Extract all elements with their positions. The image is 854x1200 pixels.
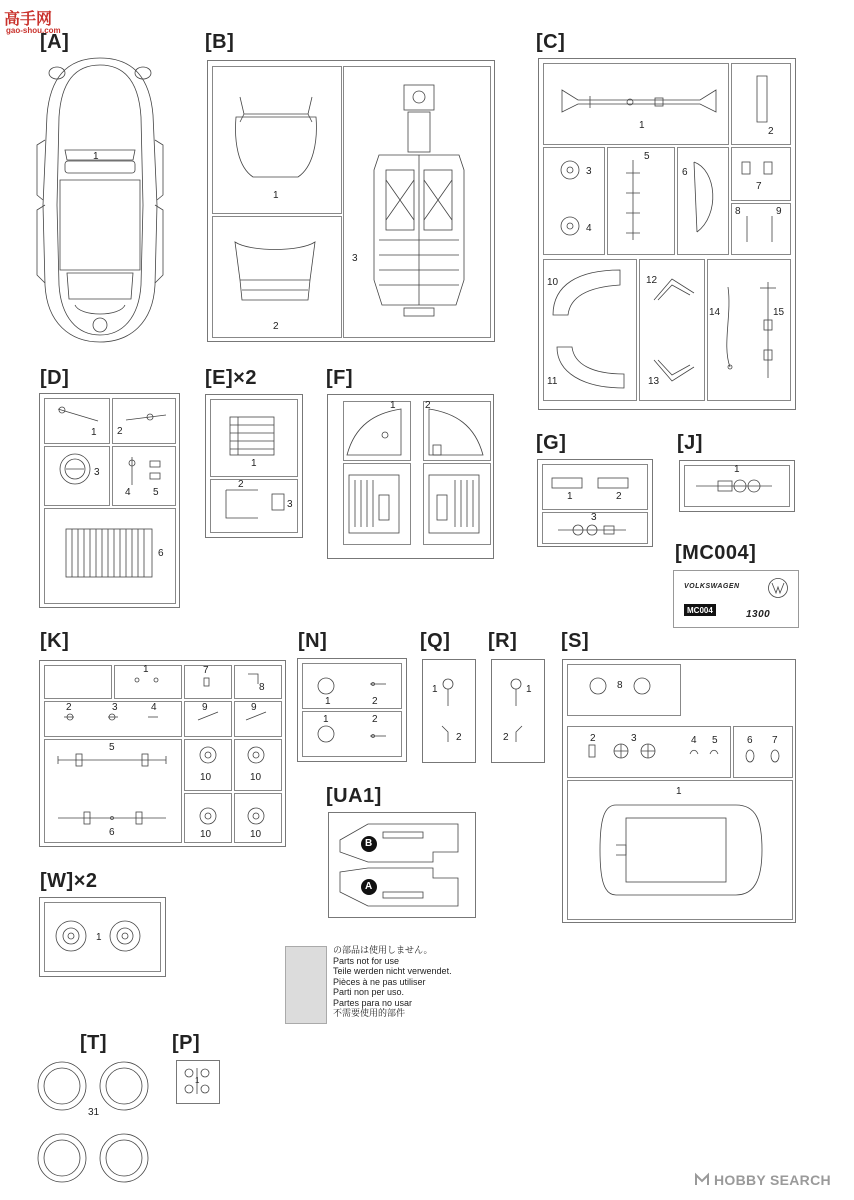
front-bumper-part [56,752,168,768]
legend-line: Teile werden nicht verwendet. [333,966,452,976]
marker-a-label: A [365,881,373,892]
part-number: 1 [676,786,682,797]
part-number: 4 [586,223,592,234]
pin-pair-part [742,214,778,244]
headlight-ring-lower-part [316,724,336,744]
part-number: 2 [372,714,378,725]
vw-emblem-icon [767,577,789,599]
front-apron-part [230,240,320,315]
part-number: 6 [158,548,164,559]
part-number: 1 [91,427,97,438]
wiper-arm-part [56,405,101,425]
mirror-arm-part [196,710,271,722]
seat-frame-part [222,488,262,523]
dashboard-part [556,520,628,540]
section-label-f: [F] [326,367,354,389]
fan-housing-part [58,452,92,486]
part-number: 1 [96,932,102,943]
part-number: 15 [773,307,785,318]
chassis-floor-pan-part [364,80,474,320]
hobby-search-logo-icon [694,1173,710,1187]
brake-drum-part [555,158,585,238]
rear-bumper-part [56,810,168,826]
hubcap-lower-pair-part [198,806,268,826]
part-number: 9 [776,206,782,217]
section-label-mc004: [MC004] [675,542,757,564]
legend-line: Pièces à ne pas utiliser [333,976,426,987]
part-number: 3 [112,702,118,713]
part-number: 13 [648,376,660,387]
front-axle-beam-part [560,88,720,118]
seat-cushion-part [228,413,278,458]
section-label-d: [D] [40,367,70,389]
section-label-p: [P] [172,1032,201,1054]
part-number: 4 [151,702,157,713]
small-bracket-part [740,160,776,178]
part-number: 5 [712,735,718,746]
part-number: 3 [586,166,592,177]
part-number: 4 [691,735,697,746]
side-mirror-part [438,676,458,746]
section-label-t: [T] [80,1032,108,1054]
marker-b-label: B [365,838,373,849]
section-label-a: [A] [40,31,70,53]
part-number: 2 [456,732,462,743]
part-number: 9 [202,702,208,713]
part-number: 2 [66,702,72,713]
part-number: 2 [273,321,279,332]
part-number: 1 [323,714,329,725]
part-number: 1 [734,464,740,475]
part-number: 11 [547,376,558,387]
section-label-e: [E]×2 [205,367,257,389]
part-number: 6 [747,735,753,746]
part-number: 5 [644,151,650,162]
section-label-r: [R] [488,630,518,652]
oval-lens-pair-part [744,748,784,764]
part-number: 8 [617,680,623,691]
hubcap-upper-pair-part [198,745,268,765]
part-number: 2 [616,491,622,502]
bracket-arm-upper-part [652,275,697,305]
tie-rod-part [752,74,772,124]
part-number: 7 [772,735,778,746]
tire-set-part [36,1058,152,1188]
part-number: 5 [109,742,115,753]
body-shell-top-view [35,55,165,345]
seat-back-part [270,492,286,512]
part-number: 6 [682,167,688,178]
right-door-panel-part [425,405,485,540]
part-number: 5 [153,487,159,498]
legend-notes [333,945,452,1019]
part-number: 2 [503,732,509,743]
legend-line: の部品は使用しません。 [333,945,433,955]
engine-grille-part [64,525,154,580]
legend-swatch [285,946,327,1024]
section-label-b: [B] [205,31,235,53]
decal-model: 1300 [746,609,771,620]
part-number: 3 [591,512,597,523]
under-panel-part [338,822,463,910]
part-number: 2 [372,696,378,707]
decal-sheet [673,570,799,628]
small-lens-part [688,748,723,756]
handle-row-part [60,712,160,722]
watermark-brand: HOBBY SEARCH [714,1172,831,1188]
part-number: 10 [250,772,262,783]
part-number: 1 [251,458,257,469]
part-number: 3 [94,467,100,478]
runner-cell [44,665,112,699]
watermark-logo-text: 高手网 [4,11,53,28]
part-number: 1 [273,190,279,201]
part-number: 1 [567,491,573,502]
part-number: 10 [547,277,559,288]
part-number: 2 [425,400,431,411]
steering-column-part [756,280,781,380]
part-number: 1 [432,684,438,695]
wiper-blade-part [124,410,169,425]
runner-frame-n [297,658,407,762]
part-number: 1 [325,696,331,707]
section-label-c: [C] [536,31,566,53]
fender-lower-part [552,342,630,392]
part-number: 1 [93,151,99,162]
section-label-s: [S] [561,630,590,652]
part-number: 2 [117,426,123,437]
part-number: 7 [203,665,209,676]
legend-line: Partes para no usar [333,997,413,1008]
part-number: 7 [756,181,762,192]
part-number: 8 [735,206,741,217]
part-number: 2 [238,479,244,490]
clear-dashboard-part [694,475,774,497]
part-number: 1 [390,400,396,411]
part-number: 10 [200,772,212,783]
part-number: 4 [125,487,131,498]
side-mirror-part [506,676,526,746]
spark-pin-part [124,455,164,490]
part-number: 3 [287,499,293,510]
part-number: 12 [646,275,658,286]
shock-rod-part [718,285,743,370]
legend-line: Parti non per uso. [333,987,405,997]
part-number: 1 [526,684,532,695]
section-label-n: [N] [298,630,328,652]
part-number: 31 [88,1107,100,1118]
fender-upper-part [548,265,626,320]
part-number: 1 [639,120,645,131]
part-number: 10 [250,829,262,840]
section-label-g: [G] [536,432,567,454]
steering-linkage-part [618,158,648,243]
clear-lens-group-part [586,742,661,760]
part-number: 2 [590,733,596,744]
legend-line: Parts not for use [333,955,400,966]
part-number: 9 [251,702,257,713]
headlight-ring-upper-part [316,676,336,696]
section-label-k: [K] [40,630,70,652]
window-glass-part [596,800,766,900]
part-number: 1 [143,664,149,675]
part-number: 8 [259,682,265,693]
part-number: 1 [195,1076,200,1085]
mudguard-part [692,160,722,235]
watermark-url: gao-shou.com [6,26,61,35]
small-dots-part [132,675,162,685]
section-label-w: [W]×2 [40,870,98,892]
part-number: 14 [709,307,721,318]
section-label-ua1: [UA1] [326,785,382,807]
rear-panel-part [228,92,323,182]
section-label-j: [J] [677,432,703,454]
section-label-q: [Q] [420,630,451,652]
part-number: 3 [352,253,358,264]
decal-code: MC004 [687,606,713,615]
decal-brand-script: VOLKSWAGEN [684,583,740,590]
left-door-panel-part [345,405,405,540]
bulb-lower-part [368,732,388,740]
part-number: 10 [200,829,212,840]
window-strip-part [550,476,630,490]
part-number: 3 [631,733,637,744]
part-number: 6 [109,827,115,838]
legend-line: 不需要使用的部件 [333,1008,406,1018]
knob-part [202,676,212,688]
part-number: 2 [768,126,774,137]
watermark-bottom [694,1171,846,1191]
bulb-upper-part [368,680,388,688]
